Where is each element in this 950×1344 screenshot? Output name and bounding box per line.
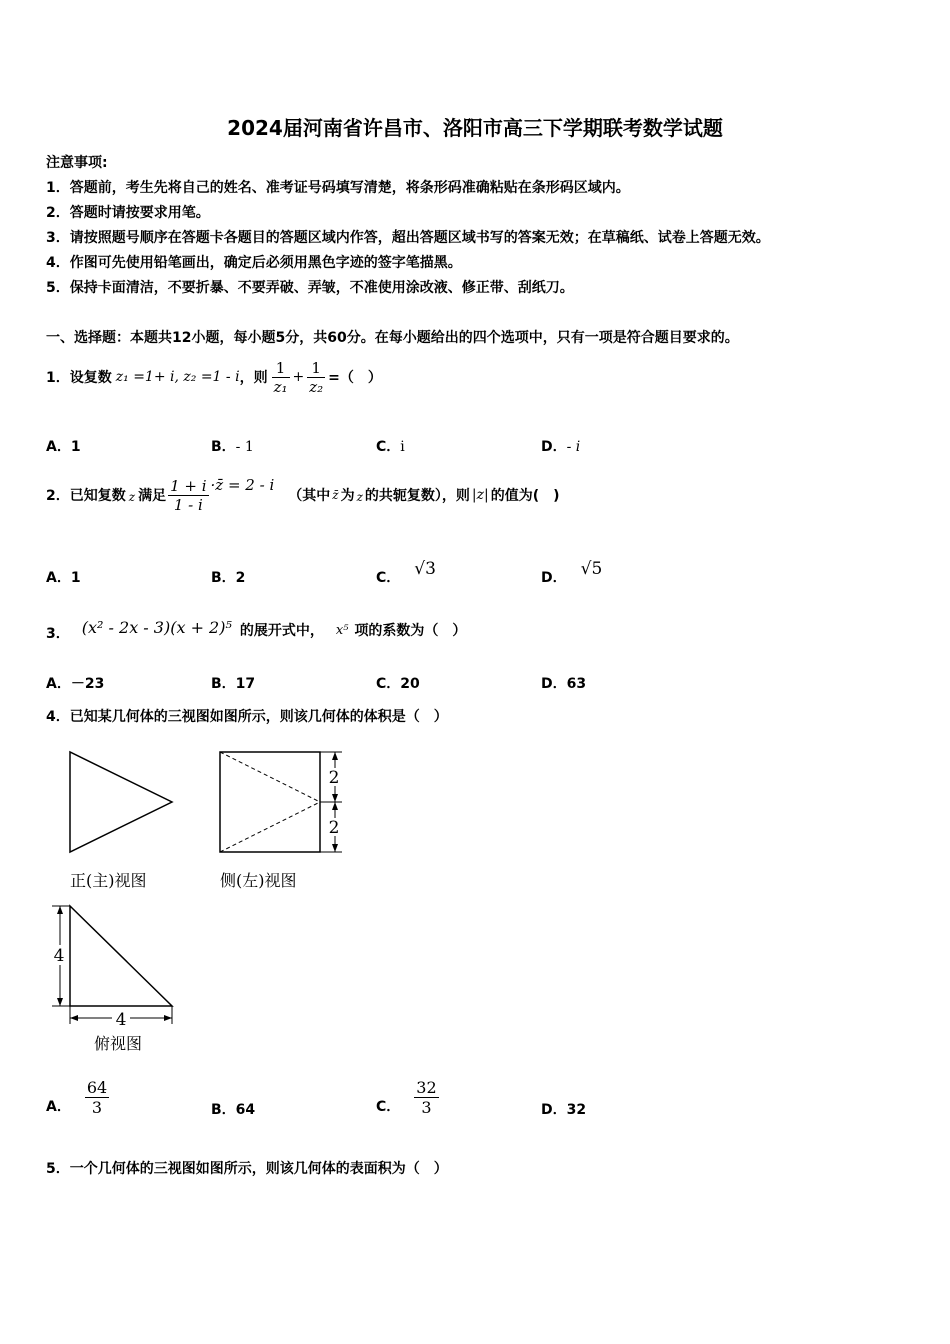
- note-item: 5．保持卡面清洁，不要折暴、不要弄破、弄皱，不准使用涂改液、修正带、刮纸刀。: [46, 280, 574, 296]
- question-4: 4．已知某几何体的三视图如图所示，则该几何体的体积是（ ）: [46, 709, 448, 725]
- dim-arrow: [57, 906, 63, 914]
- note-item: 3．请按照题号顺序在答题卡各题目的答题区域内作答，超出答题区域书写的答案无效；在草稿纸、试卷上答题无效。: [46, 230, 770, 246]
- question-1: [46, 352, 382, 402]
- q2-zbar: z̄: [332, 488, 339, 502]
- front-view-caption: 正(主)视图: [70, 871, 147, 890]
- q1-suffix: =（ ）: [328, 370, 382, 386]
- note-item: 4．作图可先使用铅笔画出，确定后必须用黑色字迹的签字笔描黑。: [46, 255, 462, 271]
- q3-mid: 的展开式中，: [239, 623, 324, 639]
- q2-suffix: 的值为( ): [490, 488, 560, 504]
- option-b[interactable]: B．2: [211, 570, 246, 586]
- note-item: 1．答题前，考生先将自己的姓名、准考证号码填写清楚，将条形码准确粘贴在条形码区域内。: [46, 180, 630, 196]
- top-view-triangle: [70, 906, 172, 1006]
- dim-label-width: 4: [115, 1010, 127, 1030]
- option-d[interactable]: D． √5: [541, 559, 603, 586]
- dim-arrow: [57, 998, 63, 1006]
- section-heading: 一、选择题：本题共12小题，每小题5分，共60分。在每小题给出的四个选项中，只有一项是符合题目要求的。: [46, 330, 739, 346]
- option-b[interactable]: B．- 1: [211, 439, 254, 455]
- side-view-figure: [214, 746, 348, 860]
- option-a[interactable]: A．－23: [46, 676, 105, 692]
- question-3: [46, 612, 466, 648]
- option-d[interactable]: D．63: [541, 676, 587, 692]
- dim-arrow: [332, 752, 338, 760]
- front-view-figure: [66, 748, 178, 858]
- side-view-square: [220, 752, 320, 852]
- dim-arrow: [332, 802, 338, 810]
- q1-prefix: 1．设复数: [46, 370, 112, 386]
- question-5: 5．一个几何体的三视图如图所示，则该几何体的表面积为（ ）: [46, 1161, 448, 1177]
- q1-plus: +: [292, 369, 305, 385]
- q2-paren-c: 的共轭复数），则: [364, 488, 470, 504]
- q1-given: z₁ =1+ i, z₂ =1 - i: [115, 369, 240, 385]
- top-view-caption: 俯视图: [94, 1034, 143, 1053]
- q1-fraction-1: $\frac{1}{\text{z₁}}$: [273, 358, 288, 396]
- option-a[interactable]: A．1: [46, 439, 81, 455]
- q3-suffix: 项的系数为（ ）: [354, 623, 467, 639]
- q2-rhs: ·z̄ = 2 - i: [210, 476, 275, 494]
- option-a[interactable]: A．1: [46, 570, 81, 586]
- option-c[interactable]: C．20: [376, 676, 420, 692]
- note-item: 2．答题时请按要求用笔。: [46, 205, 210, 221]
- page-title: 2024届河南省许昌市、洛阳市高三下学期联考数学试题: [227, 116, 723, 140]
- option-d[interactable]: D．32: [541, 1102, 587, 1118]
- dim-arrow: [70, 1015, 78, 1021]
- q2-prefix: 2．已知复数: [46, 488, 126, 504]
- q2-abs-z: |z|: [471, 487, 489, 503]
- q3-term: x⁵: [335, 622, 349, 638]
- dim-arrow: [332, 844, 338, 852]
- option-b[interactable]: B．64: [211, 1102, 256, 1118]
- side-view-caption: 侧(左)视图: [220, 871, 297, 890]
- q2-var-z-2: z: [356, 490, 363, 504]
- dim-arrow: [164, 1015, 172, 1021]
- option-b[interactable]: B．17: [211, 676, 256, 692]
- top-view-figure: [48, 900, 178, 1030]
- q3-expression: (x² - 2x - 3)(x + 2)⁵: [81, 617, 232, 637]
- dim-label-top: 2: [328, 768, 340, 788]
- side-view-hidden-edge: [220, 752, 320, 802]
- dim-label-bottom: 2: [328, 818, 340, 838]
- option-c[interactable]: C． $\frac{32}{3}$: [376, 1077, 437, 1117]
- front-view-triangle: [70, 752, 172, 852]
- q3-prefix: 3．: [46, 626, 70, 642]
- side-view-hidden-edge: [220, 802, 320, 852]
- q2-paren-b: 为: [340, 488, 355, 504]
- dim-arrow: [332, 794, 338, 802]
- q1-fraction-2: $\frac{1}{\text{z₂}}$: [309, 358, 324, 396]
- option-c[interactable]: C．i: [376, 439, 405, 455]
- q2-paren-a: （其中: [288, 488, 331, 504]
- option-c[interactable]: C． √3: [376, 559, 436, 586]
- q2-var-z: z: [128, 490, 136, 504]
- dim-label-height: 4: [53, 946, 65, 966]
- q1-mid: ，则: [239, 370, 268, 386]
- notes-heading: 注意事项:: [46, 155, 108, 171]
- option-a[interactable]: A． $\frac{64}{3}$: [46, 1077, 108, 1117]
- q2-fraction: $\frac{1 + i}{1 - i}$: [170, 476, 207, 514]
- q2-satisfy: 满足: [138, 488, 167, 504]
- question-2: [46, 468, 560, 522]
- option-d[interactable]: D．- i: [541, 439, 581, 455]
